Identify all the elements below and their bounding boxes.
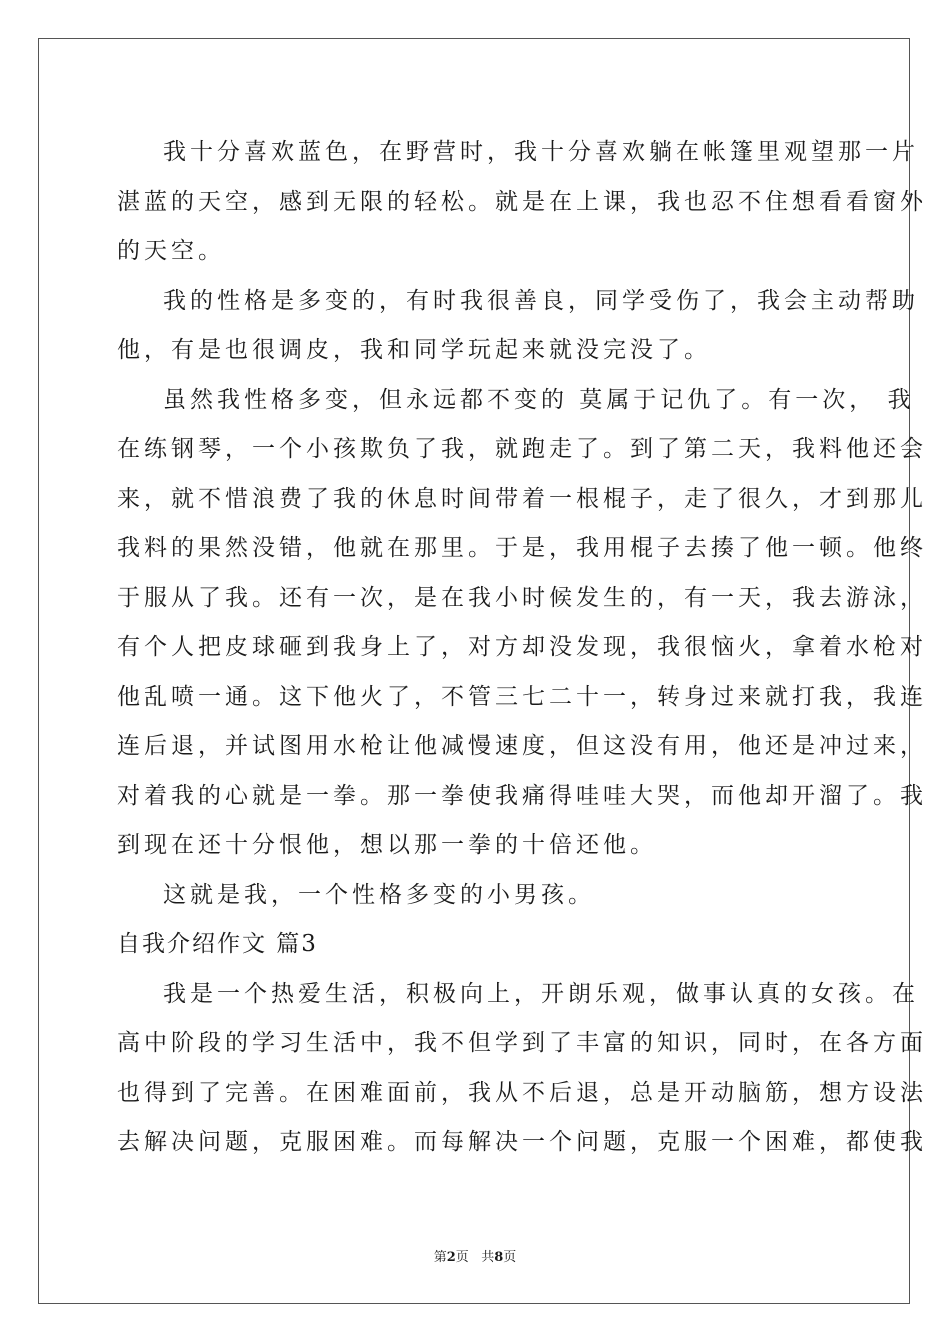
text-line: 高中阶段的学习生活中，我不但学到了丰富的知识，同时，在各方面: [117, 1030, 927, 1056]
page-footer: [0, 1246, 950, 1265]
text-line: 他，有是也很调皮，我和同学玩起来就没完没了。: [117, 337, 711, 363]
total-label-suffix: 页: [503, 1250, 517, 1265]
text-line: 有个人把皮球砸到我身上了，对方却没发现，我很恼火，拿着水枪对: [117, 634, 927, 660]
text-line: 我是一个热爱生活，积极向上，开朗乐观，做事认真的女孩。在: [163, 980, 919, 1007]
text-line: 对着我的心就是一拳。那一拳使我痛得哇哇大哭，而他却开溜了。我: [117, 782, 927, 809]
text-line: 在练钢琴，一个小孩欺负了我，就跑走了。到了第二天，我料他还会: [117, 436, 927, 462]
text-line: 连后退，并试图用水枪让他减慢速度，但这没有用，他还是冲过来，: [117, 733, 927, 759]
paragraph-block-1: [117, 128, 927, 920]
page-label-prefix: 第: [433, 1250, 447, 1265]
text-line: 我料的果然没错，他就在那里。于是，我用棍子去揍了他一顿。他终: [117, 535, 927, 561]
section-heading: 自我介绍作文 篇3: [117, 931, 318, 957]
page-number: 2: [446, 1250, 456, 1265]
total-label-prefix: 共: [481, 1250, 495, 1265]
document-body: [117, 128, 927, 1168]
total-pages: 8: [494, 1250, 504, 1265]
text-line: 这就是我，一个性格多变的小男孩。: [163, 881, 595, 908]
text-line: 去解决问题，克服困难。而每解决一个问题，克服一个困难，都使我: [117, 1129, 927, 1155]
text-line: 到现在还十分恨他，想以那一拳的十倍还他。: [117, 832, 657, 858]
page-label-suffix: 页: [455, 1250, 469, 1265]
text-line: 他乱喷一通。这下他火了，不管三七二十一，转身过来就打我，我连: [117, 683, 927, 710]
text-line: 我十分喜欢蓝色，在野营时，我十分喜欢躺在帐篷里观望那一片: [163, 139, 919, 165]
text-line: 虽然我性格多变，但永远都不变的 莫属于记仇了。有一次， 我: [163, 386, 915, 413]
text-line: 的天空。: [117, 238, 225, 264]
text-line: 湛蓝的天空，感到无限的轻松。就是在上课，我也忍不住想看看窗外: [117, 188, 927, 215]
text-line: 于服从了我。还有一次，是在我小时候发生的，有一天，我去游泳，: [117, 584, 927, 611]
text-line: 我的性格是多变的，有时我很善良，同学受伤了，我会主动帮助: [163, 287, 919, 314]
text-line: 来，就不惜浪费了我的休息时间带着一根棍子，走了很久，才到那儿: [117, 485, 927, 512]
text-line: 也得到了完善。在困难面前，我从不后退，总是开动脑筋，想方设法: [117, 1079, 927, 1106]
paragraph-block-2: [117, 970, 927, 1168]
